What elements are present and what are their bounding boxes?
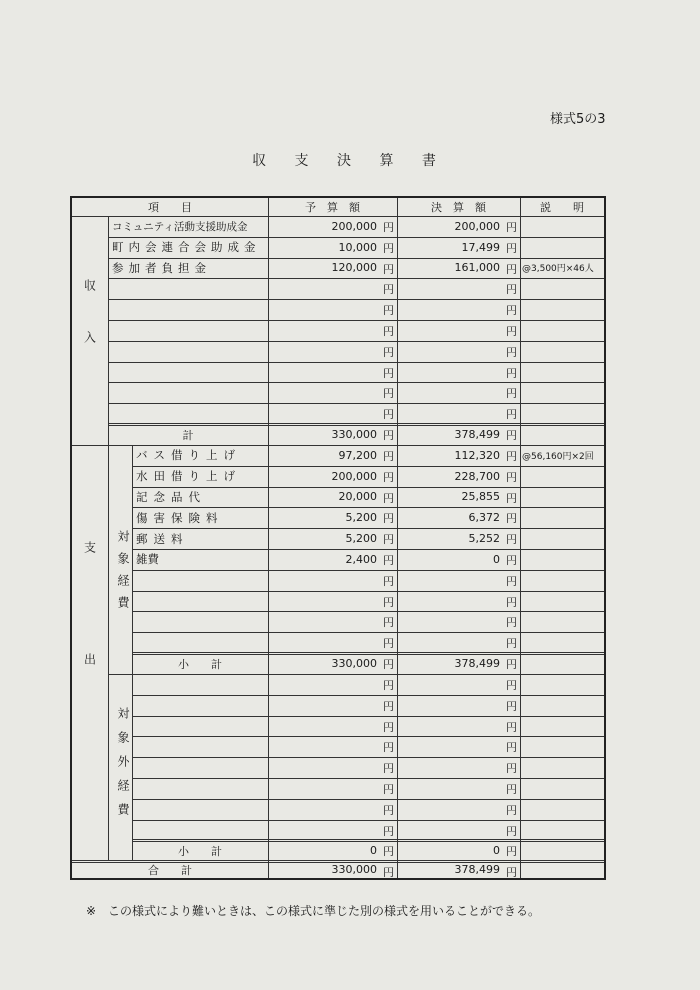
uncovered-unit-actual-5: 円 — [506, 783, 517, 796]
covered-unit-budget-5: 円 — [383, 554, 394, 567]
covered-budget-0: 97,200 — [338, 448, 377, 462]
col-line-category — [108, 216, 109, 861]
covered-item-4: 郵送料 — [136, 531, 189, 546]
covered-actual-1: 228,700 — [454, 469, 500, 483]
uncovered-unit-actual-2: 円 — [506, 720, 517, 734]
uncovered-row-line-3 — [132, 757, 604, 758]
col-line-actual — [397, 198, 398, 878]
col-line-budget — [268, 198, 269, 878]
covered-budget-5: 2,400 — [345, 552, 377, 566]
grand-total-unit-actual: 円 — [506, 866, 517, 880]
expense-category-label: 支出 — [82, 541, 97, 766]
header-note: 説 明 — [540, 201, 584, 214]
income-unit-budget-7: 円 — [383, 366, 394, 380]
covered-note-2 — [520, 487, 604, 508]
income-unit-budget-4: 円 — [383, 304, 394, 318]
covered-subtotal-unit-actual: 円 — [506, 658, 517, 671]
covered-unit-budget-9: 円 — [383, 637, 394, 651]
covered-item-1: 水田借り上げ — [136, 469, 241, 484]
covered-subtotal-unit-budget: 円 — [383, 658, 394, 671]
uncovered-unit-budget-3: 円 — [383, 741, 394, 755]
income-unit-actual-9: 円 — [506, 408, 517, 422]
header-item: 項 目 — [148, 201, 192, 214]
header-budget: 予 算 額 — [305, 201, 360, 214]
uncovered-unit-actual-1: 円 — [506, 699, 517, 713]
income-unit-budget-6: 円 — [383, 345, 394, 359]
grand-total-label: 合 計 — [148, 863, 192, 877]
uncovered-row-line-0 — [132, 695, 604, 696]
income-item-0: コミュニティ活動支援助成金 — [112, 220, 248, 233]
covered-unit-actual-2: 円 — [506, 491, 517, 505]
income-unit-actual-0: 円 — [506, 221, 517, 234]
covered-note-5 — [520, 549, 604, 570]
covered-group-label: 対象経費 — [116, 530, 130, 618]
covered-unit-budget-3: 円 — [383, 512, 394, 526]
uncovered-unit-budget-0: 円 — [383, 679, 394, 692]
document-title: 収 支 決 算 書 — [252, 153, 448, 169]
income-actual-1: 17,499 — [461, 240, 500, 254]
uncovered-unit-actual-0: 円 — [506, 679, 517, 692]
income-unit-actual-6: 円 — [506, 345, 517, 359]
income-note-1 — [520, 237, 604, 258]
income-row-line-6 — [108, 362, 604, 363]
covered-budget-2: 20,000 — [338, 490, 377, 504]
income-item-2: 参加者負担金 — [112, 260, 211, 275]
covered-unit-actual-3: 円 — [506, 512, 517, 526]
covered-item-5: 雑費 — [136, 552, 159, 567]
income-row-line-5 — [108, 341, 604, 342]
income-total-label: 計 — [182, 428, 194, 442]
covered-item-3: 傷害保険料 — [136, 510, 224, 525]
covered-note-0: @56,160円×2回 — [522, 451, 594, 462]
covered-subtotal-actual: 378,499 — [454, 657, 500, 670]
uncovered-unit-budget-5: 円 — [383, 783, 394, 796]
covered-row-line-7 — [132, 611, 604, 612]
uncovered-subtotal-budget: 0 — [370, 844, 377, 858]
income-actual-2: 161,000 — [454, 261, 500, 275]
covered-unit-budget-4: 円 — [383, 533, 394, 547]
uncovered-row-line-2 — [132, 736, 604, 737]
covered-unit-actual-5: 円 — [506, 554, 517, 567]
covered-unit-actual-9: 円 — [506, 637, 517, 651]
covered-unit-actual-0: 円 — [506, 450, 517, 463]
income-total-actual: 378,499 — [454, 428, 500, 441]
covered-actual-3: 6,372 — [468, 511, 500, 525]
income-unit-actual-1: 円 — [506, 241, 517, 255]
income-budget-1: 10,000 — [338, 240, 377, 254]
income-actual-0: 200,000 — [454, 219, 500, 233]
income-note-0 — [520, 216, 604, 237]
grand-total-actual: 378,499 — [454, 863, 500, 877]
covered-unit-budget-6: 円 — [383, 574, 394, 588]
covered-budget-4: 5,200 — [345, 532, 377, 546]
covered-actual-4: 5,252 — [468, 532, 500, 546]
col-line-subcategory — [132, 445, 133, 861]
income-unit-budget-3: 円 — [383, 283, 394, 297]
covered-actual-2: 25,855 — [461, 490, 500, 504]
covered-row-line-5 — [132, 570, 604, 571]
income-budget-2: 120,000 — [331, 261, 377, 275]
covered-item-0: バス借り上げ — [136, 448, 241, 463]
grand-total-budget: 330,000 — [331, 863, 377, 877]
covered-budget-1: 200,000 — [331, 469, 377, 483]
budget-settlement-table — [70, 196, 606, 880]
income-row-line-3 — [108, 299, 604, 300]
income-total-unit-budget: 円 — [383, 429, 394, 442]
uncovered-subtotal-unit-actual: 円 — [506, 845, 517, 859]
covered-note-3 — [520, 507, 604, 528]
income-unit-actual-4: 円 — [506, 304, 517, 318]
covered-unit-actual-1: 円 — [506, 470, 517, 484]
covered-unit-budget-7: 円 — [383, 595, 394, 609]
covered-end-line — [108, 674, 604, 675]
header-actual: 決 算 額 — [431, 201, 486, 214]
income-unit-actual-8: 円 — [506, 387, 517, 401]
form-number: 様式5の3 — [550, 112, 606, 127]
covered-unit-actual-8: 円 — [506, 616, 517, 630]
uncovered-subtotal-actual: 0 — [493, 844, 500, 858]
covered-unit-budget-1: 円 — [383, 470, 394, 484]
covered-unit-actual-4: 円 — [506, 533, 517, 547]
covered-actual-5: 0 — [493, 552, 500, 566]
uncovered-unit-actual-3: 円 — [506, 741, 517, 755]
uncovered-subtotal-label: 小 計 — [178, 844, 222, 858]
income-unit-budget-9: 円 — [383, 408, 394, 422]
income-unit-actual-3: 円 — [506, 283, 517, 297]
uncovered-unit-budget-6: 円 — [383, 803, 394, 817]
income-note-2: @3,500円×46人 — [522, 264, 594, 275]
income-unit-budget-8: 円 — [383, 387, 394, 401]
covered-row-line-6 — [132, 591, 604, 592]
income-unit-actual-7: 円 — [506, 366, 517, 380]
covered-unit-actual-6: 円 — [506, 574, 517, 588]
income-total-unit-actual: 円 — [506, 429, 517, 442]
income-unit-budget-2: 円 — [383, 262, 394, 276]
footnote: ※ この様式により難いときは、この様式に準じた別の様式を用いることができる。 — [86, 904, 541, 918]
uncovered-unit-budget-1: 円 — [383, 699, 394, 713]
income-budget-0: 200,000 — [331, 219, 377, 233]
income-unit-budget-0: 円 — [383, 221, 394, 234]
income-total-budget: 330,000 — [331, 428, 377, 441]
income-item-1: 町内会連合会助成金 — [112, 240, 261, 255]
income-unit-budget-1: 円 — [383, 241, 394, 255]
covered-unit-actual-7: 円 — [506, 595, 517, 609]
uncovered-subtotal-unit-budget: 円 — [383, 845, 394, 859]
uncovered-unit-actual-4: 円 — [506, 762, 517, 776]
covered-budget-3: 5,200 — [345, 511, 377, 525]
uncovered-unit-actual-7: 円 — [506, 824, 517, 838]
covered-item-2: 記念品代 — [136, 489, 206, 504]
covered-subtotal-budget: 330,000 — [331, 657, 377, 670]
income-unit-actual-2: 円 — [506, 262, 517, 276]
covered-actual-0: 112,320 — [454, 448, 500, 462]
income-row-line-8 — [108, 403, 604, 404]
uncovered-row-line-1 — [132, 716, 604, 717]
covered-subtotal-label: 小 計 — [178, 657, 222, 671]
covered-unit-budget-0: 円 — [383, 450, 394, 463]
covered-note-4 — [520, 528, 604, 549]
grand-total-unit-budget: 円 — [383, 866, 394, 880]
income-row-line-7 — [108, 382, 604, 383]
col-line-note — [520, 198, 521, 878]
income-unit-actual-5: 円 — [506, 325, 517, 338]
covered-row-line-8 — [132, 632, 604, 633]
uncovered-row-line-4 — [132, 778, 604, 779]
uncovered-unit-budget-7: 円 — [383, 824, 394, 838]
uncovered-unit-budget-2: 円 — [383, 720, 394, 734]
uncovered-group-label: 対象外経費 — [116, 707, 130, 828]
covered-unit-budget-2: 円 — [383, 491, 394, 505]
income-row-line-4 — [108, 320, 604, 321]
covered-note-1 — [520, 466, 604, 487]
uncovered-row-line-6 — [132, 820, 604, 821]
income-row-line-2 — [108, 278, 604, 279]
income-unit-budget-5: 円 — [383, 325, 394, 338]
uncovered-unit-budget-4: 円 — [383, 762, 394, 776]
uncovered-unit-actual-6: 円 — [506, 803, 517, 817]
income-category-label: 収入 — [82, 278, 97, 383]
covered-unit-budget-8: 円 — [383, 616, 394, 630]
uncovered-row-line-5 — [132, 799, 604, 800]
